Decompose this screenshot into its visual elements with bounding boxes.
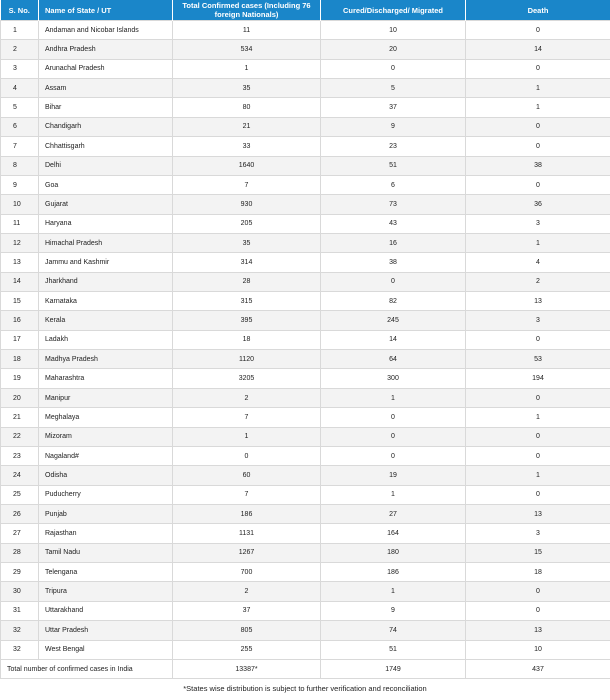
cell-sno: 27 — [1, 524, 39, 543]
cell-death: 0 — [466, 117, 610, 136]
cell-death: 0 — [466, 59, 610, 78]
table-row — [1, 292, 610, 311]
cell-cured: 6 — [321, 175, 466, 194]
cell-sno: 7 — [1, 137, 39, 156]
cell-sno: 20 — [1, 388, 39, 407]
cell-death: 38 — [466, 156, 610, 175]
cell-confirmed: 1 — [173, 427, 321, 446]
total-row — [1, 659, 610, 678]
table-row — [1, 563, 610, 582]
cell-sno: 28 — [1, 543, 39, 562]
cell-confirmed: 80 — [173, 98, 321, 117]
table-row — [1, 137, 610, 156]
cell-cured: 27 — [321, 504, 466, 523]
cell-confirmed: 186 — [173, 504, 321, 523]
table-row — [1, 214, 610, 233]
table-row — [1, 156, 610, 175]
table-row — [1, 601, 610, 620]
cell-confirmed: 315 — [173, 292, 321, 311]
table-row — [1, 350, 610, 369]
cell-sno: 4 — [1, 79, 39, 98]
cell-cured: 23 — [321, 137, 466, 156]
cell-sno: 30 — [1, 582, 39, 601]
cell-cured: 186 — [321, 563, 466, 582]
table-row — [1, 621, 610, 640]
table-row — [1, 195, 610, 214]
cell-death: 10 — [466, 640, 610, 659]
total-death: 437 — [466, 659, 610, 678]
cell-state-name: Punjab — [39, 504, 173, 523]
table-row — [1, 175, 610, 194]
cell-cured: 37 — [321, 98, 466, 117]
cell-cured: 20 — [321, 40, 466, 59]
cell-sno: 5 — [1, 98, 39, 117]
cell-state-name: Arunachal Pradesh — [39, 59, 173, 78]
cell-sno: 16 — [1, 311, 39, 330]
cell-cured: 0 — [321, 446, 466, 465]
cell-death: 0 — [466, 175, 610, 194]
table-row — [1, 524, 610, 543]
cell-sno: 17 — [1, 330, 39, 349]
cell-state-name: Andaman and Nicobar Islands — [39, 21, 173, 40]
cell-confirmed: 11 — [173, 21, 321, 40]
cell-state-name: Ladakh — [39, 330, 173, 349]
cell-death: 1 — [466, 79, 610, 98]
cell-sno: 22 — [1, 427, 39, 446]
table-row — [1, 21, 610, 40]
cell-cured: 1 — [321, 582, 466, 601]
cell-death: 0 — [466, 485, 610, 504]
cell-death: 0 — [466, 21, 610, 40]
cell-confirmed: 1640 — [173, 156, 321, 175]
cell-cured: 51 — [321, 156, 466, 175]
cell-cured: 180 — [321, 543, 466, 562]
cell-state-name: Telengana — [39, 563, 173, 582]
cell-confirmed: 7 — [173, 175, 321, 194]
cell-death: 0 — [466, 582, 610, 601]
cell-death: 53 — [466, 350, 610, 369]
cell-death: 13 — [466, 292, 610, 311]
cell-confirmed: 534 — [173, 40, 321, 59]
header-cured: Cured/Discharged/ Migrated — [321, 0, 466, 21]
header-name: Name of State / UT — [39, 0, 173, 21]
cell-cured: 16 — [321, 233, 466, 252]
header-sno: S. No. — [1, 0, 39, 21]
cell-confirmed: 37 — [173, 601, 321, 620]
cell-confirmed: 33 — [173, 137, 321, 156]
cell-confirmed: 2 — [173, 582, 321, 601]
cell-death: 3 — [466, 524, 610, 543]
cell-sno: 11 — [1, 214, 39, 233]
cell-state-name: Maharashtra — [39, 369, 173, 388]
cell-confirmed: 1267 — [173, 543, 321, 562]
cell-death: 0 — [466, 446, 610, 465]
cell-death: 194 — [466, 369, 610, 388]
table-row — [1, 504, 610, 523]
cell-cured: 19 — [321, 466, 466, 485]
cell-sno: 32 — [1, 640, 39, 659]
cell-sno: 1 — [1, 21, 39, 40]
cell-sno: 2 — [1, 40, 39, 59]
cell-death: 2 — [466, 272, 610, 291]
cell-death: 14 — [466, 40, 610, 59]
table-row — [1, 427, 610, 446]
cell-confirmed: 314 — [173, 253, 321, 272]
cell-death: 3 — [466, 311, 610, 330]
cell-sno: 13 — [1, 253, 39, 272]
cell-confirmed: 700 — [173, 563, 321, 582]
footnote: *States wise distribution is subject to further verification and reconciliation — [183, 684, 427, 694]
cell-death: 1 — [466, 408, 610, 427]
cell-state-name: Uttar Pradesh — [39, 621, 173, 640]
cell-confirmed: 1120 — [173, 350, 321, 369]
cell-state-name: Tamil Nadu — [39, 543, 173, 562]
table-row — [1, 59, 610, 78]
cell-confirmed: 35 — [173, 79, 321, 98]
cell-confirmed: 21 — [173, 117, 321, 136]
cell-confirmed: 2 — [173, 388, 321, 407]
cell-death: 0 — [466, 427, 610, 446]
cell-sno: 15 — [1, 292, 39, 311]
cell-death: 1 — [466, 233, 610, 252]
cell-state-name: Uttarakhand — [39, 601, 173, 620]
cell-state-name: Tripura — [39, 582, 173, 601]
cell-sno: 12 — [1, 233, 39, 252]
cell-sno: 14 — [1, 272, 39, 291]
cell-confirmed: 7 — [173, 408, 321, 427]
cell-sno: 21 — [1, 408, 39, 427]
cell-cured: 51 — [321, 640, 466, 659]
cell-state-name: Rajasthan — [39, 524, 173, 543]
total-cured: 1749 — [321, 659, 466, 678]
cell-confirmed: 18 — [173, 330, 321, 349]
table-row — [1, 330, 610, 349]
header-death: Death — [466, 0, 610, 21]
cell-death: 36 — [466, 195, 610, 214]
cell-confirmed: 35 — [173, 233, 321, 252]
cell-death: 0 — [466, 137, 610, 156]
cell-confirmed: 7 — [173, 485, 321, 504]
cell-state-name: Jammu and Kashmir — [39, 253, 173, 272]
cell-death: 1 — [466, 98, 610, 117]
cell-sno: 6 — [1, 117, 39, 136]
table-row — [1, 485, 610, 504]
cell-state-name: Gujarat — [39, 195, 173, 214]
cell-cured: 1 — [321, 388, 466, 407]
cell-cured: 0 — [321, 427, 466, 446]
total-label: Total number of confirmed cases in India — [1, 659, 173, 678]
cell-confirmed: 395 — [173, 311, 321, 330]
cell-state-name: Assam — [39, 79, 173, 98]
cell-state-name: Odisha — [39, 466, 173, 485]
cell-sno: 9 — [1, 175, 39, 194]
cell-state-name: Mizoram — [39, 427, 173, 446]
table-row — [1, 446, 610, 465]
table-row — [1, 98, 610, 117]
table-row — [1, 253, 610, 272]
cell-state-name: Bihar — [39, 98, 173, 117]
table-row — [1, 117, 610, 136]
cell-cured: 164 — [321, 524, 466, 543]
cell-death: 13 — [466, 621, 610, 640]
cell-state-name: Meghalaya — [39, 408, 173, 427]
table-row — [1, 388, 610, 407]
cell-cured: 9 — [321, 601, 466, 620]
cell-cured: 43 — [321, 214, 466, 233]
cell-state-name: Himachal Pradesh — [39, 233, 173, 252]
cell-confirmed: 205 — [173, 214, 321, 233]
table-total — [1, 659, 610, 678]
cell-death: 1 — [466, 466, 610, 485]
cell-state-name: Haryana — [39, 214, 173, 233]
cell-state-name: Jharkhand — [39, 272, 173, 291]
cell-death: 0 — [466, 330, 610, 349]
cell-sno: 32 — [1, 621, 39, 640]
cell-state-name: Delhi — [39, 156, 173, 175]
cell-cured: 73 — [321, 195, 466, 214]
cell-cured: 245 — [321, 311, 466, 330]
cell-confirmed: 60 — [173, 466, 321, 485]
cell-cured: 64 — [321, 350, 466, 369]
cell-cured: 14 — [321, 330, 466, 349]
cell-state-name: Karnataka — [39, 292, 173, 311]
cell-death: 0 — [466, 601, 610, 620]
cell-sno: 31 — [1, 601, 39, 620]
cell-cured: 5 — [321, 79, 466, 98]
cell-death: 0 — [466, 388, 610, 407]
table-row — [1, 311, 610, 330]
cell-sno: 23 — [1, 446, 39, 465]
cell-state-name: Madhya Pradesh — [39, 350, 173, 369]
cell-death: 3 — [466, 214, 610, 233]
cell-cured: 10 — [321, 21, 466, 40]
table-body — [1, 21, 610, 660]
table-row — [1, 582, 610, 601]
cell-state-name: Chhattisgarh — [39, 137, 173, 156]
cell-state-name: West Bengal — [39, 640, 173, 659]
cell-cured: 74 — [321, 621, 466, 640]
cell-confirmed: 3205 — [173, 369, 321, 388]
cell-sno: 25 — [1, 485, 39, 504]
table-row — [1, 79, 610, 98]
table-row — [1, 272, 610, 291]
cell-death: 18 — [466, 563, 610, 582]
cell-confirmed: 28 — [173, 272, 321, 291]
table-row — [1, 408, 610, 427]
cell-sno: 18 — [1, 350, 39, 369]
cell-death: 13 — [466, 504, 610, 523]
table-row — [1, 466, 610, 485]
table-row — [1, 233, 610, 252]
cell-sno: 19 — [1, 369, 39, 388]
table-row — [1, 640, 610, 659]
header-confirmed: Total Confirmed cases (Including 76 foreign Nationals) — [173, 0, 321, 21]
cell-confirmed: 805 — [173, 621, 321, 640]
cell-cured: 38 — [321, 253, 466, 272]
total-confirmed: 13387* — [173, 659, 321, 678]
cell-state-name: Chandigarh — [39, 117, 173, 136]
cell-cured: 82 — [321, 292, 466, 311]
cell-state-name: Kerala — [39, 311, 173, 330]
cell-sno: 8 — [1, 156, 39, 175]
cell-cured: 0 — [321, 272, 466, 291]
cell-sno: 10 — [1, 195, 39, 214]
cell-state-name: Goa — [39, 175, 173, 194]
cell-state-name: Nagaland# — [39, 446, 173, 465]
cell-cured: 1 — [321, 485, 466, 504]
table-header — [1, 0, 610, 21]
cell-death: 15 — [466, 543, 610, 562]
cell-confirmed: 930 — [173, 195, 321, 214]
cell-death: 4 — [466, 253, 610, 272]
cell-cured: 300 — [321, 369, 466, 388]
cell-confirmed: 255 — [173, 640, 321, 659]
cell-sno: 29 — [1, 563, 39, 582]
cell-sno: 3 — [1, 59, 39, 78]
cell-sno: 24 — [1, 466, 39, 485]
cell-cured: 0 — [321, 59, 466, 78]
cell-state-name: Puducherry — [39, 485, 173, 504]
table-row — [1, 40, 610, 59]
table-row — [1, 543, 610, 562]
cell-state-name: Manipur — [39, 388, 173, 407]
cell-sno: 26 — [1, 504, 39, 523]
cell-cured: 9 — [321, 117, 466, 136]
cell-cured: 0 — [321, 408, 466, 427]
cell-confirmed: 1 — [173, 59, 321, 78]
cell-state-name: Andhra Pradesh — [39, 40, 173, 59]
cell-confirmed: 0 — [173, 446, 321, 465]
table-row — [1, 369, 610, 388]
cell-confirmed: 1131 — [173, 524, 321, 543]
table-header-row — [1, 0, 610, 21]
